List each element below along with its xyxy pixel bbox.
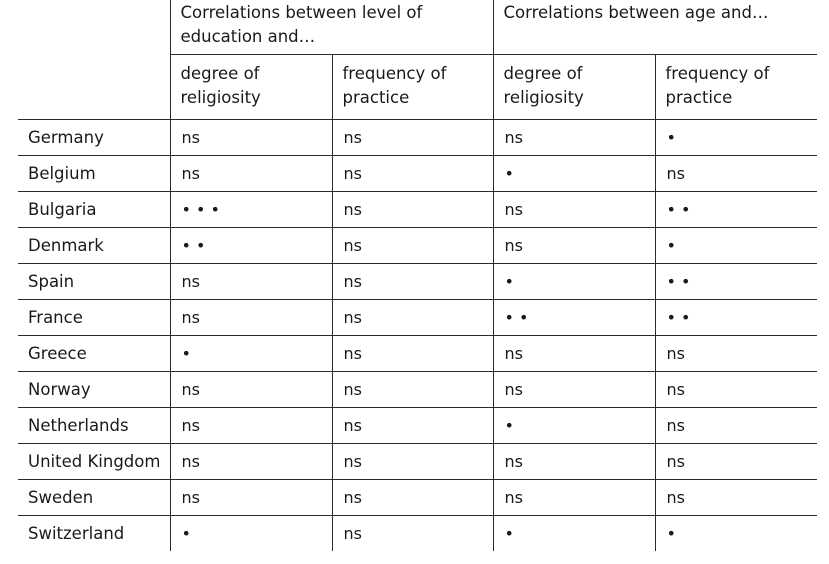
value-cell: • — [493, 408, 655, 444]
value-cell: ns — [655, 372, 817, 408]
group-header-education: Correlations between level of education and… — [170, 0, 493, 55]
country-header-cell — [18, 55, 170, 120]
value-cell: ns — [655, 408, 817, 444]
value-cell: ns — [332, 444, 493, 480]
value-cell: • — [493, 516, 655, 552]
country-cell: Germany — [18, 120, 170, 156]
country-cell: Sweden — [18, 480, 170, 516]
table-row — [18, 228, 817, 264]
table-row — [18, 480, 817, 516]
table-row — [18, 444, 817, 480]
value-cell: • — [170, 336, 332, 372]
value-cell: ns — [332, 156, 493, 192]
table-row — [18, 120, 817, 156]
subheader-education-religiosity: degree of religiosity — [170, 55, 332, 120]
table-row — [18, 516, 817, 552]
value-cell: ns — [332, 228, 493, 264]
value-cell: • — [170, 516, 332, 552]
value-cell: ns — [170, 408, 332, 444]
value-cell: • — [493, 156, 655, 192]
country-cell: Greece — [18, 336, 170, 372]
value-cell: • • — [170, 228, 332, 264]
value-cell: ns — [332, 264, 493, 300]
value-cell: ns — [170, 300, 332, 336]
value-cell: ns — [655, 336, 817, 372]
value-cell: ns — [655, 480, 817, 516]
correlation-table — [18, 0, 817, 551]
value-cell: • — [655, 228, 817, 264]
value-cell: • • — [655, 192, 817, 228]
value-cell: • — [655, 120, 817, 156]
value-cell: ns — [493, 192, 655, 228]
empty-corner-cell — [18, 0, 170, 55]
value-cell: ns — [332, 192, 493, 228]
country-cell: Belgium — [18, 156, 170, 192]
value-cell: ns — [332, 480, 493, 516]
table-row — [18, 300, 817, 336]
value-cell: ns — [170, 372, 332, 408]
country-cell: France — [18, 300, 170, 336]
value-cell: ns — [170, 156, 332, 192]
country-cell: Bulgaria — [18, 192, 170, 228]
value-cell: • • — [655, 264, 817, 300]
value-cell: ns — [170, 480, 332, 516]
country-cell: Netherlands — [18, 408, 170, 444]
value-cell: ns — [170, 264, 332, 300]
table-row — [18, 156, 817, 192]
value-cell: ns — [493, 228, 655, 264]
value-cell: • • • — [170, 192, 332, 228]
value-cell: ns — [655, 156, 817, 192]
table-row — [18, 336, 817, 372]
value-cell: ns — [493, 480, 655, 516]
subheader-age-practice: frequency of practice — [655, 55, 817, 120]
value-cell: • — [655, 516, 817, 552]
value-cell: ns — [332, 300, 493, 336]
table-row — [18, 408, 817, 444]
value-cell: ns — [655, 444, 817, 480]
correlation-table-container — [18, 0, 817, 551]
table-row — [18, 192, 817, 228]
table-row — [18, 264, 817, 300]
subheader-row — [18, 55, 817, 120]
value-cell: ns — [170, 444, 332, 480]
value-cell: ns — [332, 372, 493, 408]
country-cell: Spain — [18, 264, 170, 300]
value-cell: ns — [332, 120, 493, 156]
value-cell: ns — [170, 120, 332, 156]
subheader-education-practice: frequency of practice — [332, 55, 493, 120]
country-cell: Switzerland — [28, 524, 125, 543]
group-header-row — [18, 0, 817, 55]
value-cell: ns — [493, 444, 655, 480]
value-cell: ns — [493, 336, 655, 372]
value-cell: ns — [332, 336, 493, 372]
table-row — [18, 372, 817, 408]
value-cell: ns — [332, 516, 493, 552]
group-header-age: Correlations between age and… — [493, 0, 817, 55]
value-cell: • — [493, 264, 655, 300]
value-cell: ns — [332, 408, 493, 444]
value-cell: • • — [493, 300, 655, 336]
country-cell: Norway — [18, 372, 170, 408]
value-cell: ns — [493, 372, 655, 408]
country-cell: United Kingdom — [18, 444, 170, 480]
country-cell: Denmark — [18, 228, 170, 264]
value-cell: • • — [655, 300, 817, 336]
value-cell: ns — [493, 120, 655, 156]
subheader-age-religiosity: degree of religiosity — [493, 55, 655, 120]
